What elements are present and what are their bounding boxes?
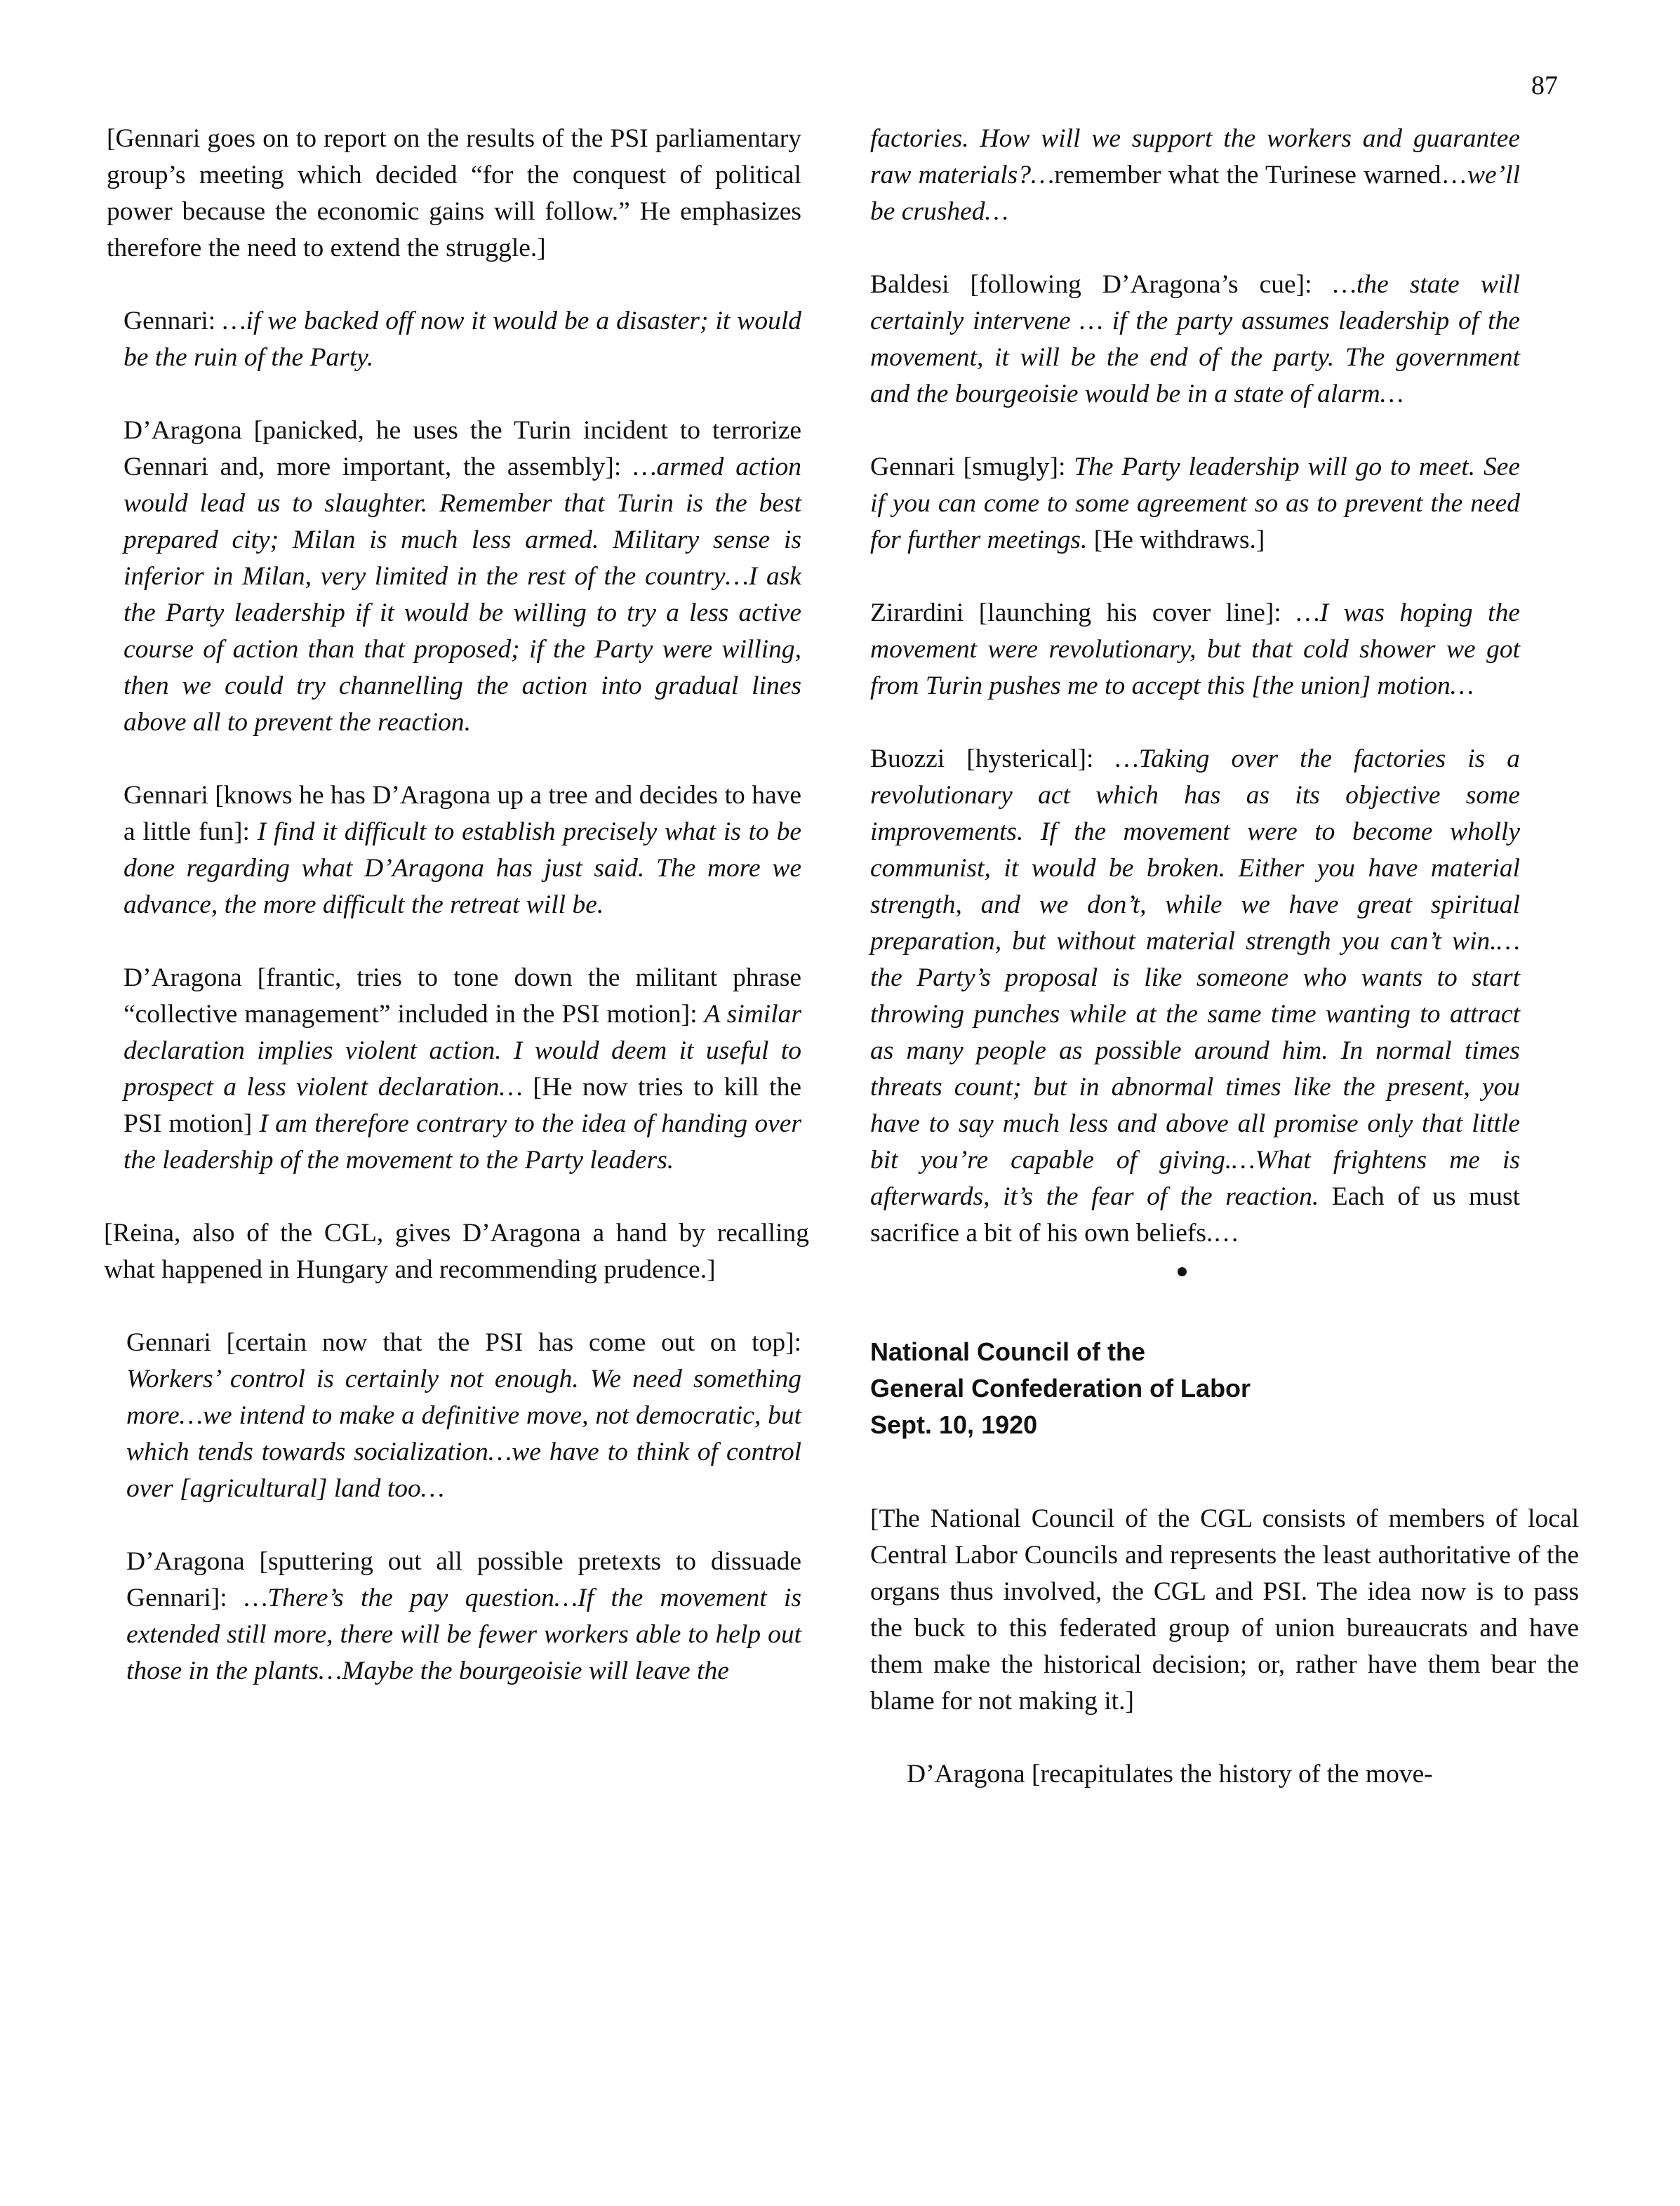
speech-baldesi [870, 267, 1520, 413]
heading-line: Sept. 10, 1920 [870, 1410, 1038, 1439]
speech-text: …the state will certainly intervene … if the party assumes leadership of the movement, it will be the end of the party. The government and the bourgeoisie would be in a state of alarm… [870, 270, 1520, 408]
section-divider-bullet-icon [1178, 1267, 1187, 1276]
speech-daragona-4: D’Aragona [recapitulates the history of the move- [907, 1760, 1433, 1789]
speech-continuation [870, 121, 1520, 230]
stage-direction: [He now tries to kill the PSI motion] [124, 1073, 801, 1138]
stage-direction: [He withdraws.] [1093, 526, 1265, 554]
narration-paragraph: [Gennari goes on to report on the results of the PSI parliamentary group’s meeting which decided “for the conquest of political power because the economic gains will follow.” He emphasizes therefore the need to extend the struggle.] [107, 124, 801, 262]
speaker-label: Gennari [smugly]: [870, 453, 1074, 481]
speaker-label: D’Aragona [panicked, he uses the Turin incident to terrorize Gennari and, more important, the assembly]: [124, 416, 801, 481]
left-column [104, 121, 809, 1726]
right-column [870, 121, 1586, 1793]
speech-text: Workers’ control is certainly not enough. We need something more…we intend to make a definitive move, not democratic, but which tends towards socialization…we have to think of control over [agricultural] land too… [126, 1365, 801, 1503]
speech-text: …armed action would lead us to slaughter. Remember that Turin is the best prepared city; Milan is much less armed. Military sense is inferior in Milan, very limited in the rest of the country…I ask the Party leadership if it would be willing to try a less active course of action than that proposed; if the Party were willing, then we could try channelling the action into gradual lines above all to prevent the reaction. [124, 453, 801, 737]
speaker-label: Buozzi [hysterical]: [870, 744, 1116, 773]
speech-text: I find it difficult to establish precisely what is to be done regarding what D’Aragona has just said. The more we advance, the more difficult the retreat will be. [124, 817, 801, 919]
plain-text: Each of us must sacrifice a bit of his own beliefs.… [870, 1182, 1520, 1248]
speech-text: I am therefore contrary to the idea of handing over the leadership of the movement to the Party leaders. [124, 1109, 801, 1175]
speech-text: …I was hoping the movement were revolutionary, but that cold shower we got from Turin pushes me to accept this [the union] motion… [870, 599, 1520, 700]
speech-gennari-1 [107, 303, 801, 376]
page-number: 87 [1531, 71, 1558, 100]
heading-line: General Confederation of Labor [870, 1374, 1251, 1403]
speech-text: The Party leadership will go to meet. See if you can come to some agreement so as to prevent the need for further meetings. [870, 453, 1521, 554]
plain-text: remember what the Turinese warned… [1054, 161, 1468, 189]
speech-daragona-3 [107, 1544, 801, 1690]
heading-line: National Council of the [870, 1337, 1145, 1366]
speech-buozzi [870, 741, 1520, 1252]
speech-gennari-4 [870, 449, 1520, 559]
narration-paragraph: [Reina, also of the CGL, gives D’Aragona a hand by recalling what happened in Hungary and recommending prudence.] [104, 1219, 809, 1284]
speech-zirardini [870, 595, 1520, 704]
speech-text: factories. How will we support the workers and guarantee raw materials?… [870, 124, 1520, 189]
speaker-label: Zirardini [launching his cover line]: [870, 599, 1297, 627]
speech-text: …if we backed off now it would be a disaster; it would be the ruin of the Party. [124, 307, 801, 372]
speech-text: …There’s the pay question…If the movement is extended still more, there will be fewer workers able to help out those in the plants…Maybe the bourgeoisie will leave the [126, 1584, 801, 1685]
speaker-label: Gennari [certain now that the PSI has come out on top]: [126, 1328, 801, 1357]
speaker-label: D’Aragona [frantic, tries to tone down the militant phrase “collective management” included in the PSI motion]: [124, 963, 801, 1029]
speech-text: we’ll be crushed… [870, 161, 1520, 226]
narration-paragraph: [The National Council of the CGL consists of members of local Central Labor Councils and represents the least authoritative of the organs thus involved, the CGL and PSI. The idea now is to pass the buck to this federated group of union bureaucrats and have them make the historical decision; or, rather have them bear the blame for not making it.] [870, 1504, 1579, 1716]
speaker-label: Gennari [knows he has D’Aragona up a tree and decides to have a little fun]: [124, 781, 801, 846]
section-heading [870, 1334, 1586, 1443]
speech-gennari-2 [107, 777, 801, 923]
speech-daragona-2 [107, 960, 801, 1179]
speech-daragona-1 [107, 413, 801, 741]
speech-text: …Taking over the factories is a revolutionary act which has as its objective some improvements. If the movement were to become wholly communist, it would be broken. Either you have material strength, and we don’t, while we have great spiritual preparation, but without material strength you can’t win.…the Party’s proposal is like someone who wants to start throwing punches while at the same time wanting to attract as many people as possible around him. In normal times threats count; but in abnormal times like the present, you have to say much less and above all promise only that little bit you’re capable of giving.…What frightens me is afterwards, it’s the fear of the reaction. [870, 744, 1520, 1211]
speaker-label: D’Aragona [sputtering out all possible pretexts to dissuade Gennari]: [126, 1547, 801, 1612]
speech-text: A similar declaration implies violent action. I would deem it useful to prospect a less violent declaration… [124, 1000, 801, 1102]
speech-gennari-3 [107, 1325, 801, 1507]
speaker-label: Gennari: [124, 307, 223, 335]
speaker-label: Baldesi [following D’Aragona’s cue]: [870, 270, 1333, 299]
